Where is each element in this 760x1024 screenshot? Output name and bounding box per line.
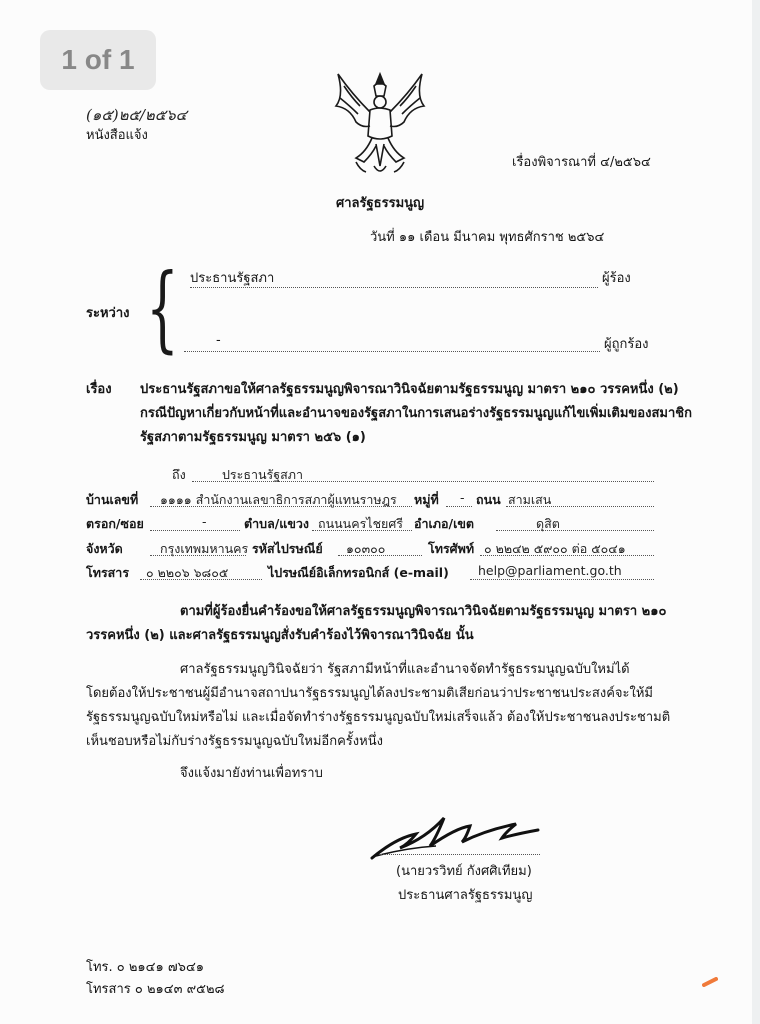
fax-value: ๐ ๒๒๐๖ ๖๘๐๕ <box>146 565 229 580</box>
phone-value: ๐ ๒๒๔๒ ๕๙๐๐ ต่อ ๕๐๔๑ <box>484 541 626 556</box>
viewer-margin <box>752 0 760 1024</box>
email-label: ไปรษณีย์อิเล็กทรอนิกส์ (e-mail) <box>268 565 449 580</box>
subject-line-3: รัฐสภาตามรัฐธรรมนูญ มาตรา ๒๕๖ (๑) <box>140 430 366 445</box>
email-value: help@parliament.go.th <box>478 563 622 578</box>
signer-name: (นายวรวิทย์ กังศศิเทียม) <box>396 864 532 879</box>
road-value: สามเสน <box>508 492 552 507</box>
fax-label: โทรสาร <box>86 565 130 580</box>
amphoe-value: ดุสิต <box>536 516 560 531</box>
soi-label: ตรอก/ซอย <box>86 516 144 531</box>
footer-phone: โทร. ๐ ๒๑๔๑ ๗๖๔๑ <box>86 960 205 975</box>
amphoe-label: อำเภอ/เขต <box>414 516 475 531</box>
between-label: ระหว่าง <box>86 306 130 321</box>
road-dotline <box>506 506 654 507</box>
soi-value: - <box>202 514 207 529</box>
garuda-emblem-icon <box>326 66 434 182</box>
tambon-label: ตำบล/แขวง <box>244 516 310 531</box>
moo-value: - <box>460 490 465 505</box>
email-dotline <box>470 579 654 580</box>
house-dotline <box>150 506 412 507</box>
phone-label: โทรศัพท์ <box>428 541 475 556</box>
postcode-value: ๑๐๓๐๐ <box>346 541 386 556</box>
house-label: บ้านเลขที่ <box>86 492 139 507</box>
province-value: กรุงเทพมหานคร <box>160 541 249 556</box>
postcode-label: รหัสไปรษณีย์ <box>252 541 323 556</box>
moo-label: หมู่ที่ <box>414 492 439 507</box>
reference-number: (๑๕)๒๕/๒๕๖๔ <box>86 106 187 124</box>
province-label: จังหวัด <box>86 541 123 556</box>
respondent-dash: - <box>216 333 221 348</box>
letter-type: หนังสือแจ้ง <box>86 128 148 143</box>
pen-annotation-icon[interactable] <box>702 972 718 982</box>
signature-dotline <box>380 854 540 855</box>
soi-dotline <box>150 530 240 531</box>
para1-line-1: ตามที่ผู้ร้องยื่นคำร้องขอให้ศาลรัฐธรรมนูญพิจารณาวินิจฉัยตามรัฐธรรมนูญ มาตรา ๒๑๐ <box>180 604 667 619</box>
subject-line-2: กรณีปัญหาเกี่ยวกับหน้าที่และอำนาจของรัฐสภาในการเสนอร่างรัฐธรรมนูญแก้ไขเพิ่มเติมของสมาชิก <box>140 406 692 421</box>
to-label: ถึง <box>172 467 186 482</box>
respondent-dotline <box>184 351 600 352</box>
brace-symbol: { <box>146 254 179 363</box>
phone-dotline <box>480 555 654 556</box>
para2-line-3: รัฐธรรมนูญฉบับใหม่หรือไม่ และเมื่อจัดทำร่างรัฐธรรมนูญฉบับใหม่เสร็จแล้ว ต้องให้ประชาชนลงประชามติ <box>86 710 671 725</box>
page-indicator: 1 of 1 <box>40 30 156 90</box>
moo-dotline <box>446 506 472 507</box>
petitioner-name: ประธานรัฐสภา <box>190 271 275 286</box>
fax-dotline <box>140 579 262 580</box>
signer-title: ประธานศาลรัฐธรรมนูญ <box>398 888 533 903</box>
petitioner-dotline <box>190 287 598 288</box>
footer-fax: โทรสาร ๐ ๒๑๔๓ ๙๕๒๘ <box>86 982 225 997</box>
respondent-role: ผู้ถูกร้อง <box>604 337 649 352</box>
subject-label: เรื่อง <box>86 382 112 397</box>
to-value: ประธานรัฐสภา <box>222 467 304 482</box>
issuer-heading: ศาลรัฐธรรมนูญ <box>336 196 425 211</box>
subject-line-1: ประธานรัฐสภาขอให้ศาลรัฐธรรมนูญพิจารณาวินิจฉัยตามรัฐธรรมนูญ มาตรา ๒๑๐ วรรคหนึ่ง (๒) <box>140 382 679 397</box>
para2-line-4: เห็นชอบหรือไม่กับร่างรัฐธรรมนูญฉบับใหม่อีกครั้งหนึ่ง <box>86 734 383 749</box>
signature <box>366 808 546 864</box>
case-number: เรื่องพิจารณาที่ ๔/๒๕๖๔ <box>512 155 651 170</box>
para2-line-2: โดยต้องให้ประชาชนผู้มีอำนาจสถาปนารัฐธรรมนูญได้ลงประชามติเสียก่อนว่าประชาชนประสงค์จะให้มี <box>86 686 653 701</box>
to-dotline <box>192 481 654 482</box>
amphoe-dotline <box>496 530 654 531</box>
house-value: ๑๑๑๑ สำนักงานเลขาธิการสภาผู้แทนราษฎร <box>160 492 397 507</box>
tambon-value: ถนนนครไชยศรี <box>318 516 404 531</box>
province-dotline <box>150 555 246 556</box>
para1-line-2: วรรคหนึ่ง (๒) และศาลรัฐธรรมนูญสั่งรับคำร้องไว้พิจารณาวินิจฉัย นั้น <box>86 628 474 643</box>
petitioner-role: ผู้ร้อง <box>602 271 631 286</box>
postcode-dotline <box>338 555 422 556</box>
road-label: ถนน <box>476 492 501 507</box>
closing-line: จึงแจ้งมายังท่านเพื่อทราบ <box>180 766 323 781</box>
para2-line-1: ศาลรัฐธรรมนูญวินิจฉัยว่า รัฐสภามีหน้าที่และอำนาจจัดทำรัฐธรรมนูญฉบับใหม่ได้ <box>180 662 630 677</box>
tambon-dotline <box>312 530 412 531</box>
letter-date: วันที่ ๑๑ เดือน มีนาคม พุทธศักราช ๒๕๖๔ <box>370 230 605 245</box>
